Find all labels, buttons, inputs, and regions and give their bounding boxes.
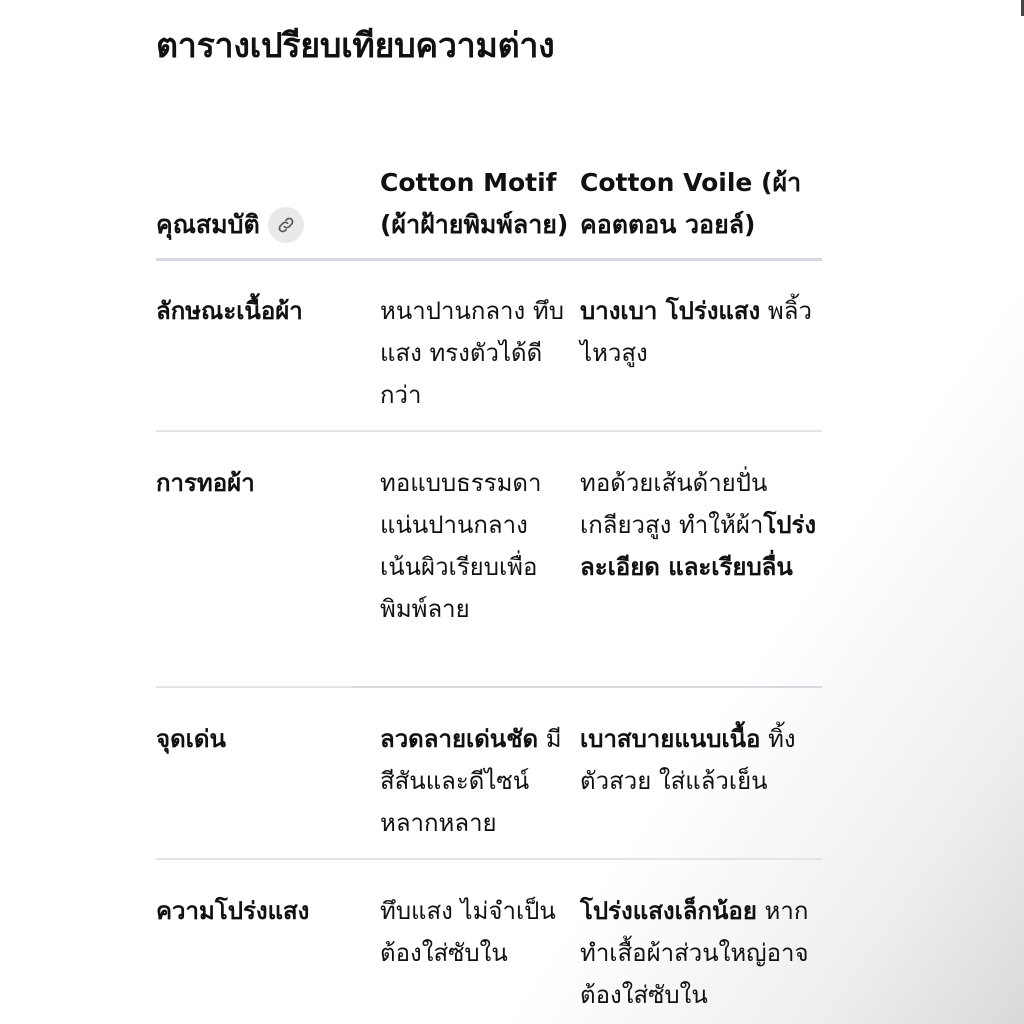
row-motif-cell <box>380 718 570 844</box>
voile-text: พลิ้วไหวสูง <box>580 297 812 367</box>
row-voile-cell <box>580 290 820 374</box>
table-row <box>156 432 822 688</box>
voile-text: หากทำเสื้อผ้าส่วนใหญ่อาจต้องใส่ซับใน <box>580 897 809 1009</box>
voile-text: ทิ้งตัวสวย ใส่แล้วเย็น <box>580 725 796 795</box>
row-property: จุดเด่น <box>156 725 226 753</box>
page-title: ตารางเปรียบเทียบความต่าง <box>156 26 555 66</box>
row-motif-cell <box>380 890 570 974</box>
header-property-label: คุณสมบัติ <box>156 210 260 239</box>
header-cotton-motif: Cotton Motif (ผ้าฝ้ายพิมพ์ลาย) <box>380 168 569 239</box>
header-property <box>156 204 304 246</box>
motif-text: ทึบแสง ไม่จำเป็นต้องใส่ซับใน <box>380 897 556 967</box>
row-voile-cell <box>580 462 820 588</box>
header-cotton-voile: Cotton Voile (ผ้าคอตตอน วอยล์) <box>580 168 802 239</box>
voile-highlight: โปร่งแสงเล็กน้อย <box>580 897 757 925</box>
row-voile-cell <box>580 718 820 802</box>
voile-highlight: เบาสบายแนบเนื้อ <box>580 725 761 753</box>
copy-link-button[interactable] <box>268 207 304 243</box>
row-voile-cell <box>580 890 820 1016</box>
row-property: การทอผ้า <box>156 469 255 497</box>
link-icon <box>276 215 296 235</box>
motif-text: ทอแบบธรรมดาแน่นปานกลาง เน้นผิวเรียบเพื่อพิมพ์ลาย <box>380 469 542 623</box>
table-row <box>156 860 822 1024</box>
row-property: ความโปร่งแสง <box>156 897 310 925</box>
motif-text: มีสีสันและดีไซน์หลากหลาย <box>380 725 562 837</box>
voile-highlight: โปร่ง ละเอียด และเรียบลื่น <box>580 511 817 581</box>
row-motif-cell <box>380 290 570 416</box>
motif-highlight: ลวดลายเด่นชัด <box>380 725 539 753</box>
table-row <box>156 688 822 860</box>
table-header <box>156 118 822 260</box>
row-property: ลักษณะเนื้อผ้า <box>156 297 303 325</box>
table-row <box>156 260 822 432</box>
row-motif-cell <box>380 462 570 630</box>
voile-text: ทอด้วยเส้นด้ายปั่นเกลียวสูง ทำให้ผ้า <box>580 469 768 539</box>
motif-text: หนาปานกลาง ทึบแสง ทรงตัวได้ดีกว่า <box>380 297 564 409</box>
voile-highlight: บางเบา โปร่งแสง <box>580 297 761 325</box>
